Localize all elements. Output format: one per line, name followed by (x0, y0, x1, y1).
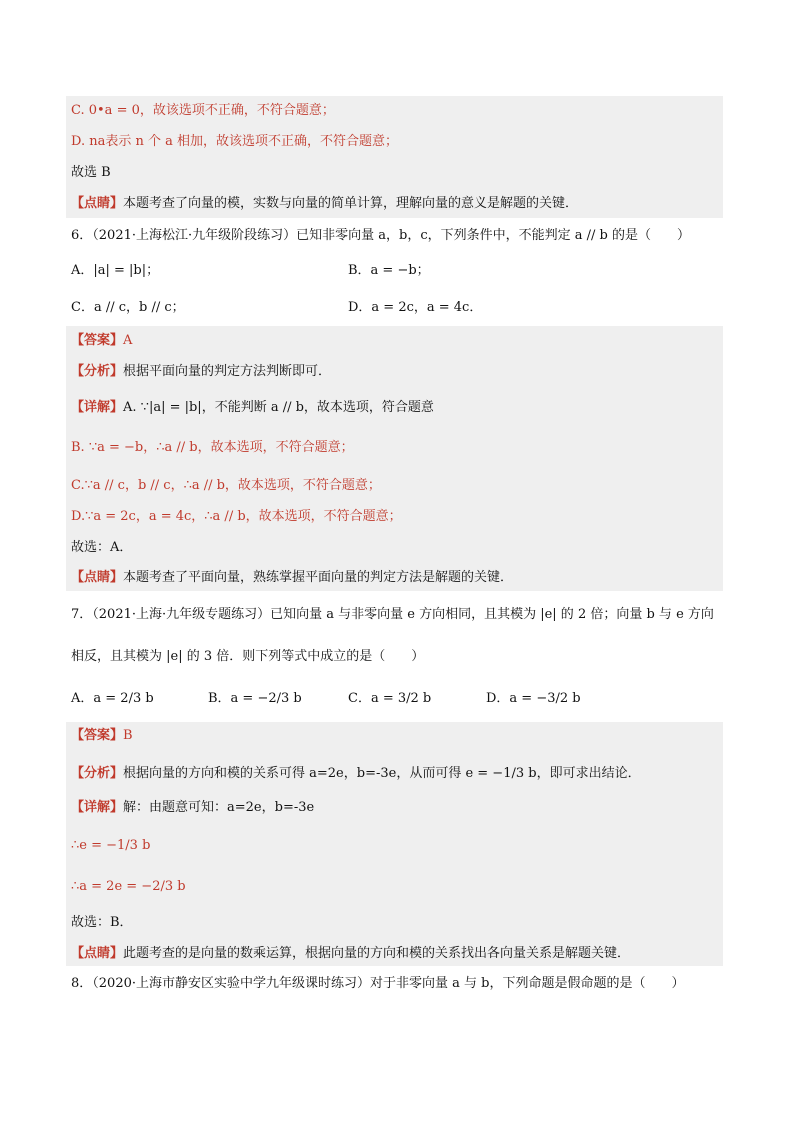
q7-detail-3: ∴a = 2e = −2/3 b (71, 879, 186, 894)
solution-line-d: D. na表示 n 个 a 相加，故该选项不正确，不符合题意； (71, 134, 398, 149)
q7-option-c: C．a = 3/2 b (348, 691, 432, 706)
q6-detail-a (71, 398, 434, 418)
comment-text: 此题考查的是向量的数乘运算，根据向量的方向和模的关系找出各向量关系是解题关键． (123, 946, 631, 961)
comment-text: 本题考查了向量的模，实数与向量的简单计算，理解向量的意义是解题的关键． (123, 196, 579, 211)
comment-tag: 【点睛】 (71, 196, 124, 211)
q6-detail-d: D.∵a = 2c，a = 4c，∴a // b，故本选项，不符合题意； (71, 509, 402, 524)
answer-tag: 【答案】 (71, 333, 124, 348)
comment-tag: 【点睛】 (71, 946, 124, 961)
detail-text: A. ∵|a| = |b|，不能判断 a // b，故本选项，符合题意 (123, 400, 434, 415)
choose-line: 故选 B (71, 165, 111, 180)
q6-detail-b: B. ∵a = −b，∴a // b，故本选项，不符合题意； (71, 440, 354, 455)
q7-choose: 故选：B． (71, 915, 133, 930)
q7-analysis (71, 764, 641, 784)
q7-option-b: B．a = −2/3 b (208, 691, 302, 706)
q6-detail-c: C.∵a // c，b // c，∴a // b，故本选项，不符合题意； (71, 478, 381, 493)
q7-option-d: D．a = −3/2 b (486, 691, 581, 706)
analysis-tag: 【分析】 (71, 364, 124, 379)
solution-line-c: C. 0•a = 0，故该选项不正确，不符合题意； (71, 103, 335, 118)
q6-option-d: D．a = 2c，a = 4c． (348, 300, 483, 315)
analysis-text: 根据平面向量的判定方法判断即可． (123, 364, 332, 379)
q7-solution-block (66, 722, 723, 966)
q7-detail-1 (71, 798, 314, 818)
q7-comment (71, 944, 630, 964)
detail-text: 解：由题意可知：a=2e，b=-3e (123, 800, 315, 815)
q6-stem: 6．（2021·上海松江·九年级阶段练习）已知非零向量 a，b，c，下列条件中，不能判定 a // b 的是（ ） (71, 228, 690, 243)
q7-detail-2: ∴e = −1/3 b (71, 838, 151, 853)
q7-stem-2: 相反，且其模为 |e| 的 3 倍．则下列等式中成立的是（ ） (71, 649, 425, 664)
q6-option-c: C．a // c，b // c； (71, 300, 185, 315)
detail-tag: 【详解】 (71, 800, 124, 815)
q7-stem-1: 7．（2021·上海·九年级专题练习）已知向量 a 与非零向量 e 方向相同，且其模为 |e| 的 2 倍；向量 b 与 e 方向 (71, 607, 714, 622)
q6-answer (71, 331, 132, 351)
comment-tag: 【点睛】 (71, 570, 124, 585)
q6-option-a: A．|a| = |b|； (71, 263, 160, 278)
detail-tag: 【详解】 (71, 400, 124, 415)
q7-answer (71, 726, 133, 746)
q6-choose: 故选：A． (71, 540, 133, 555)
comment-text: 本题考查了平面向量，熟练掌握平面向量的判定方法是解题的关键． (123, 570, 514, 585)
q7-option-a: A．a = 2/3 b (71, 691, 154, 706)
q6-analysis (71, 362, 331, 382)
answer-value: B (123, 728, 133, 743)
comment-line (71, 194, 578, 214)
q8-stem: 8．（2020·上海市静安区实验中学九年级课时练习）对于非零向量 a 与 b，下列命题是假命题的是（ ） (71, 976, 685, 991)
q6-comment (71, 568, 513, 588)
analysis-tag: 【分析】 (71, 766, 124, 781)
answer-tag: 【答案】 (71, 728, 124, 743)
q6-option-b: B．a = −b； (348, 263, 430, 278)
analysis-text: 根据向量的方向和模的关系可得 a=2e，b=-3e，从而可得 e = −1/3 b，即可求出结论． (123, 766, 641, 781)
answer-value: A (123, 333, 133, 348)
